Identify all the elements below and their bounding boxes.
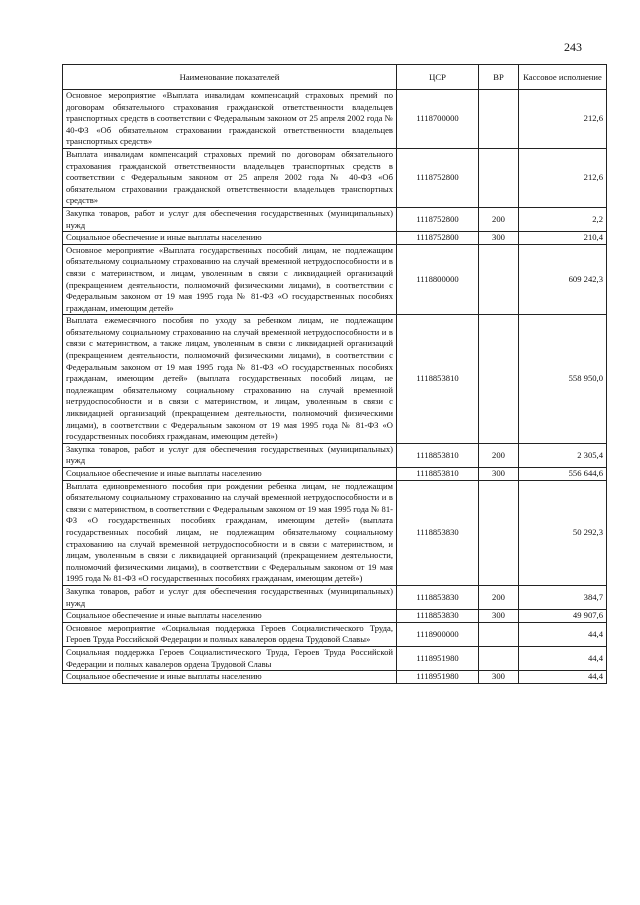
row-vr [479,315,519,444]
table-row [63,232,607,245]
table-row [63,244,607,315]
row-vr: 300 [479,671,519,684]
table-row [63,671,607,684]
row-name: Закупка товаров, работ и услуг для обеспечения государственных (муниципальных) нужд [63,585,397,609]
row-sum: 210,4 [519,232,607,245]
row-name: Социальное обеспечение и иные выплаты населению [63,468,397,481]
row-sum: 44,4 [519,646,607,670]
row-csr: 1118752800 [397,207,479,231]
row-sum: 2,2 [519,207,607,231]
row-sum: 558 950,0 [519,315,607,444]
table-row [63,207,607,231]
table-row [63,315,607,444]
table-row [63,90,607,149]
row-vr [479,244,519,315]
row-name: Закупка товаров, работ и услуг для обеспечения государственных (муниципальных) нужд [63,207,397,231]
row-sum: 49 907,6 [519,610,607,623]
row-name: Основное мероприятие «Выплата инвалидам компенсаций страховых премий по договорам обязательного страхования гражданской ответственности владельцев транспортных средств в соответствии с Федеральным законом от 25 апреля 2002 года № 40-ФЗ «Об обязательном страховании гражданской ответственности владельцев транспортных средств» [63,90,397,149]
row-csr: 1118853810 [397,468,479,481]
row-name: Выплата единовременного пособия при рождении ребенка лицам, не подлежащим обязательному социальному страхованию на случай временной нетрудоспособности и в связи с материнством, в соответствии с Федеральным законом от 19 мая 1995 года № 81-ФЗ «О государственных пособиях гражданам, имеющим детей» (выплата государственных пособий лицам, не подлежащим обязательному социальному страхованию на случай временной нетрудоспособности и в связи с материнством, и лицам, уволенным в связи с ликвидацией организаций (прекращением деятельности, полномочий физическими лицами), в соответствии с Федеральным законом от 19 мая 1995 года № 81-ФЗ «О государственных пособиях гражданам, имеющим детей») [63,480,397,585]
row-vr: 300 [479,468,519,481]
row-sum: 2 305,4 [519,443,607,467]
row-csr: 1118853830 [397,610,479,623]
table-row [63,480,607,585]
row-vr [479,480,519,585]
page-number: 243 [564,40,582,54]
row-vr [479,90,519,149]
row-name: Социальное обеспечение и иные выплаты населению [63,610,397,623]
row-csr: 1118853830 [397,480,479,585]
row-sum: 556 644,6 [519,468,607,481]
row-name: Основное мероприятие «Социальная поддержка Героев Социалистического Труда, Героев Труда Российской Федерации и полных кавалеров ордена Трудовой Славы» [63,622,397,646]
row-sum: 44,4 [519,671,607,684]
row-vr: 200 [479,585,519,609]
table-row [63,443,607,467]
header-csr: ЦСР [397,65,479,90]
row-name: Выплата ежемесячного пособия по уходу за ребенком лицам, не подлежащим обязательному социальному страхованию на случай временной нетрудоспособности и в связи с материнством, а также лицам, уволенным в связи с ликвидацией организаций (прекращением деятельности, полномочий физическими лицами), в соответствии с Федеральным законом от 19 мая 1995 года № 81-ФЗ «О государственных пособиях гражданам, имеющим детей» (выплата государственных пособий лицам, не подлежащим обязательному социальному страхованию на случай временной нетрудоспособности и в связи с материнством, и лицам, уволенным в связи с ликвидацией организаций (прекращением деятельности, полномочий физическими лицами), в соответствии с Федеральным законом от 19 мая 1995 года № 81-ФЗ «О государственных пособиях гражданам, имеющим детей») [63,315,397,444]
row-vr [479,646,519,670]
row-csr: 1118853810 [397,315,479,444]
row-vr: 200 [479,207,519,231]
table-row [63,585,607,609]
row-sum: 212,6 [519,90,607,149]
table-row [63,622,607,646]
row-sum: 50 292,3 [519,480,607,585]
row-name: Закупка товаров, работ и услуг для обеспечения государственных (муниципальных) нужд [63,443,397,467]
row-csr: 1118853810 [397,443,479,467]
row-name: Основное мероприятие «Выплата государственных пособий лицам, не подлежащим обязательному социальному страхованию на случай временной нетрудоспособности и в связи с материнством, и лицам, уволенным в связи с ликвидацией организаций (прекращением деятельности, полномочий физическими лицами), в соответствии с Федеральным законом от 19 мая 1995 года № 81-ФЗ «О государственных пособиях гражданам, имеющим детей» [63,244,397,315]
row-name: Социальная поддержка Героев Социалистического Труда, Героев Труда Российской Федерации и полных кавалеров ордена Трудовой Славы [63,646,397,670]
row-sum: 44,4 [519,622,607,646]
row-csr: 1118853830 [397,585,479,609]
row-sum: 609 242,3 [519,244,607,315]
row-sum: 212,6 [519,148,607,207]
row-vr: 200 [479,443,519,467]
table-row [63,610,607,623]
row-csr: 1118900000 [397,622,479,646]
row-name: Социальное обеспечение и иные выплаты населению [63,671,397,684]
table-row [63,468,607,481]
header-vr: ВР [479,65,519,90]
row-csr: 1118951980 [397,671,479,684]
row-csr: 1118800000 [397,244,479,315]
header-name: Наименование показателей [63,65,397,90]
row-sum: 384,7 [519,585,607,609]
row-vr: 300 [479,232,519,245]
row-vr [479,148,519,207]
row-csr: 1118752800 [397,232,479,245]
table-row [63,148,607,207]
row-vr [479,622,519,646]
table-row [63,646,607,670]
budget-table [62,64,607,684]
row-vr: 300 [479,610,519,623]
header-sum: Кассовое исполнение [519,65,607,90]
row-csr: 1118951980 [397,646,479,670]
row-csr: 1118752800 [397,148,479,207]
row-name: Социальное обеспечение и иные выплаты населению [63,232,397,245]
row-csr: 1118700000 [397,90,479,149]
table-header-row [63,65,607,90]
row-name: Выплата инвалидам компенсаций страховых премий по договорам обязательного страхования гражданской ответственности владельцев транспортных средств в соответствии с Федеральным законом от 25 апреля 2002 года № 40-ФЗ «Об обязательном страховании гражданской ответственности владельцев транспортных средств» [63,148,397,207]
